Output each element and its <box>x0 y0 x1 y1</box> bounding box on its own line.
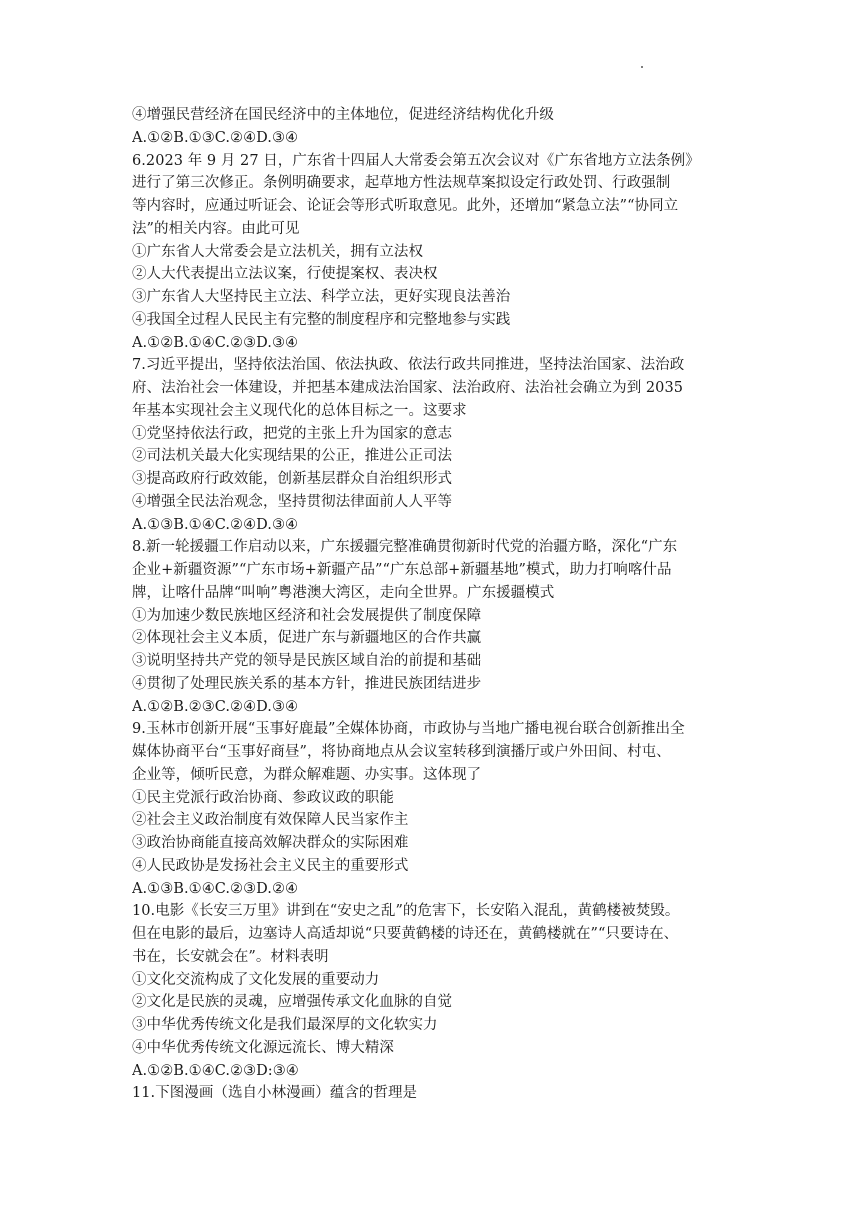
corner-dot <box>641 66 643 68</box>
text-line: ①党坚持依法行政，把党的主张上升为国家的意志 <box>132 425 453 442</box>
text-line: ②社会主义政治制度有效保障人民当家作主 <box>132 812 409 829</box>
text-line: 牌，让喀什品牌“叫响”粤港澳大湾区，走向全世界。广东援疆模式 <box>132 584 555 601</box>
text-line: ②文化是民族的灵魂，应增强传承文化血脉的自觉 <box>132 994 453 1011</box>
document-page <box>132 104 744 1105</box>
text-line: A.①②B.①③C.②④D.③④ <box>132 129 299 146</box>
text-line: ①文化交流构成了文化发展的重要动力 <box>132 971 380 988</box>
text-line: ④增强民营经济在国民经济中的主体地位，促进经济结构优化升级 <box>132 107 554 123</box>
text-line: 10.电影《长安三万里》讲到在“安史之乱”的危害下，长安陷入混乱，黄鹤楼被焚毁。 <box>132 903 680 920</box>
text-line: ②人大代表提出立法议案，行使提案权、表决权 <box>132 266 438 283</box>
text-line: ④我国全过程人民民主有完整的制度程序和完整地参与实践 <box>132 311 511 328</box>
text-line: ③中华优秀传统文化是我们最深厚的文化软实力 <box>132 1017 438 1033</box>
text-line: 年基本实现社会主义现代化的总体目标之一。这要求 <box>132 402 467 419</box>
text-line: 11.下图漫画（选自小林漫画）蕴含的哲理是 <box>132 1085 418 1102</box>
text-line: ②司法机关最大化实现结果的公正，推进公正司法 <box>132 448 453 465</box>
text-line: ①广东省人大常委会是立法机关，拥有立法权 <box>132 243 423 260</box>
text-line: ③政治协商能直接高效解决群众的实际困难 <box>132 835 409 851</box>
text-line: 企业等，倾听民意，为群众解难题、办实事。这体现了 <box>132 766 482 783</box>
text-line: 媒体协商平台“玉事好商昼”，将协商地点从会议室转移到演播厅或户外田间、村屯、 <box>132 744 671 760</box>
text-line: 法”的相关内容。由此可见 <box>132 220 300 237</box>
text-line: A.①③B.①④C.②④D.③④ <box>132 516 299 533</box>
text-line: ①民主党派行政治协商、参政议政的职能 <box>132 789 394 806</box>
text-line: 企业+新疆资源”“广东市场+新疆产品”“广东总部+新疆基地”模式，助力打响喀什品 <box>132 562 672 578</box>
text-line: ④人民政协是发扬社会主义民主的重要形式 <box>132 857 409 874</box>
text-line: ②体现社会主义本质，促进广东与新疆地区的合作共赢 <box>132 630 482 647</box>
text-line: ③广东省人大坚持民主立法、科学立法，更好实现良法善治 <box>132 289 511 305</box>
text-line: ④增强全民法治观念，坚持贯彻法律面前人人平等 <box>132 493 453 510</box>
text-line: ④中华优秀传统文化源远流长、博大精深 <box>132 1039 394 1056</box>
text-line: A.①②B.②③C.②④D.③④ <box>132 698 299 715</box>
text-line: A.①②B.①④C.②③D.③④ <box>132 334 299 351</box>
text-line: 但在电影的最后，边塞诗人高适却说“只要黄鹤楼的诗还在，黄鹤楼就在”“只要诗在、 <box>132 926 679 942</box>
text-line: 6.2023 年 9 月 27 日，广东省十四届人大常委会第五次会议对《广东省地方立法条例》 <box>132 152 700 169</box>
text-line: ①为加速少数民族地区经济和社会发展提供了制度保障 <box>132 607 482 624</box>
text-line: 府、法治社会一体建设，并把基本建成法治国家、法治政府、法治社会确立为到 2035 <box>132 380 684 396</box>
text-line: 8.新一轮援疆工作启动以来，广东援疆完整准确贯彻新时代党的治疆方略，深化“广东 <box>132 539 678 556</box>
text-line: ③说明坚持共产党的领导是民族区域自治的前提和基础 <box>132 653 482 669</box>
text-line: ③提高政府行政效能，创新基层群众自治组织形式 <box>132 471 453 487</box>
text-line: 9.玉林市创新开展“玉事好鹿最”全媒体协商，市政协与当地广播电视台联合创新推出全 <box>132 721 685 738</box>
text-line: 等内容时，应通过听证会、论证会等形式听取意见。此外，还增加“紧急立法”“协同立 <box>132 198 679 214</box>
text-line: 进行了第三次修正。条例明确要求，起草地方性法规草案拟设定行政处罚、行政强制 <box>132 175 671 192</box>
text-line: 书在，长安就会在”。材料表明 <box>132 948 329 965</box>
text-line: 7.习近平提出，坚持依法治国、依法执政、依法行政共同推进，坚持法治国家、法治政 <box>132 357 685 374</box>
text-line: A.①②B.①④C.②③D:③④ <box>132 1062 299 1079</box>
text-line: ④贯彻了处理民族关系的基本方针，推进民族团结进步 <box>132 675 482 692</box>
text-line: A.①③B.①④C.②③D.②④ <box>132 880 299 897</box>
